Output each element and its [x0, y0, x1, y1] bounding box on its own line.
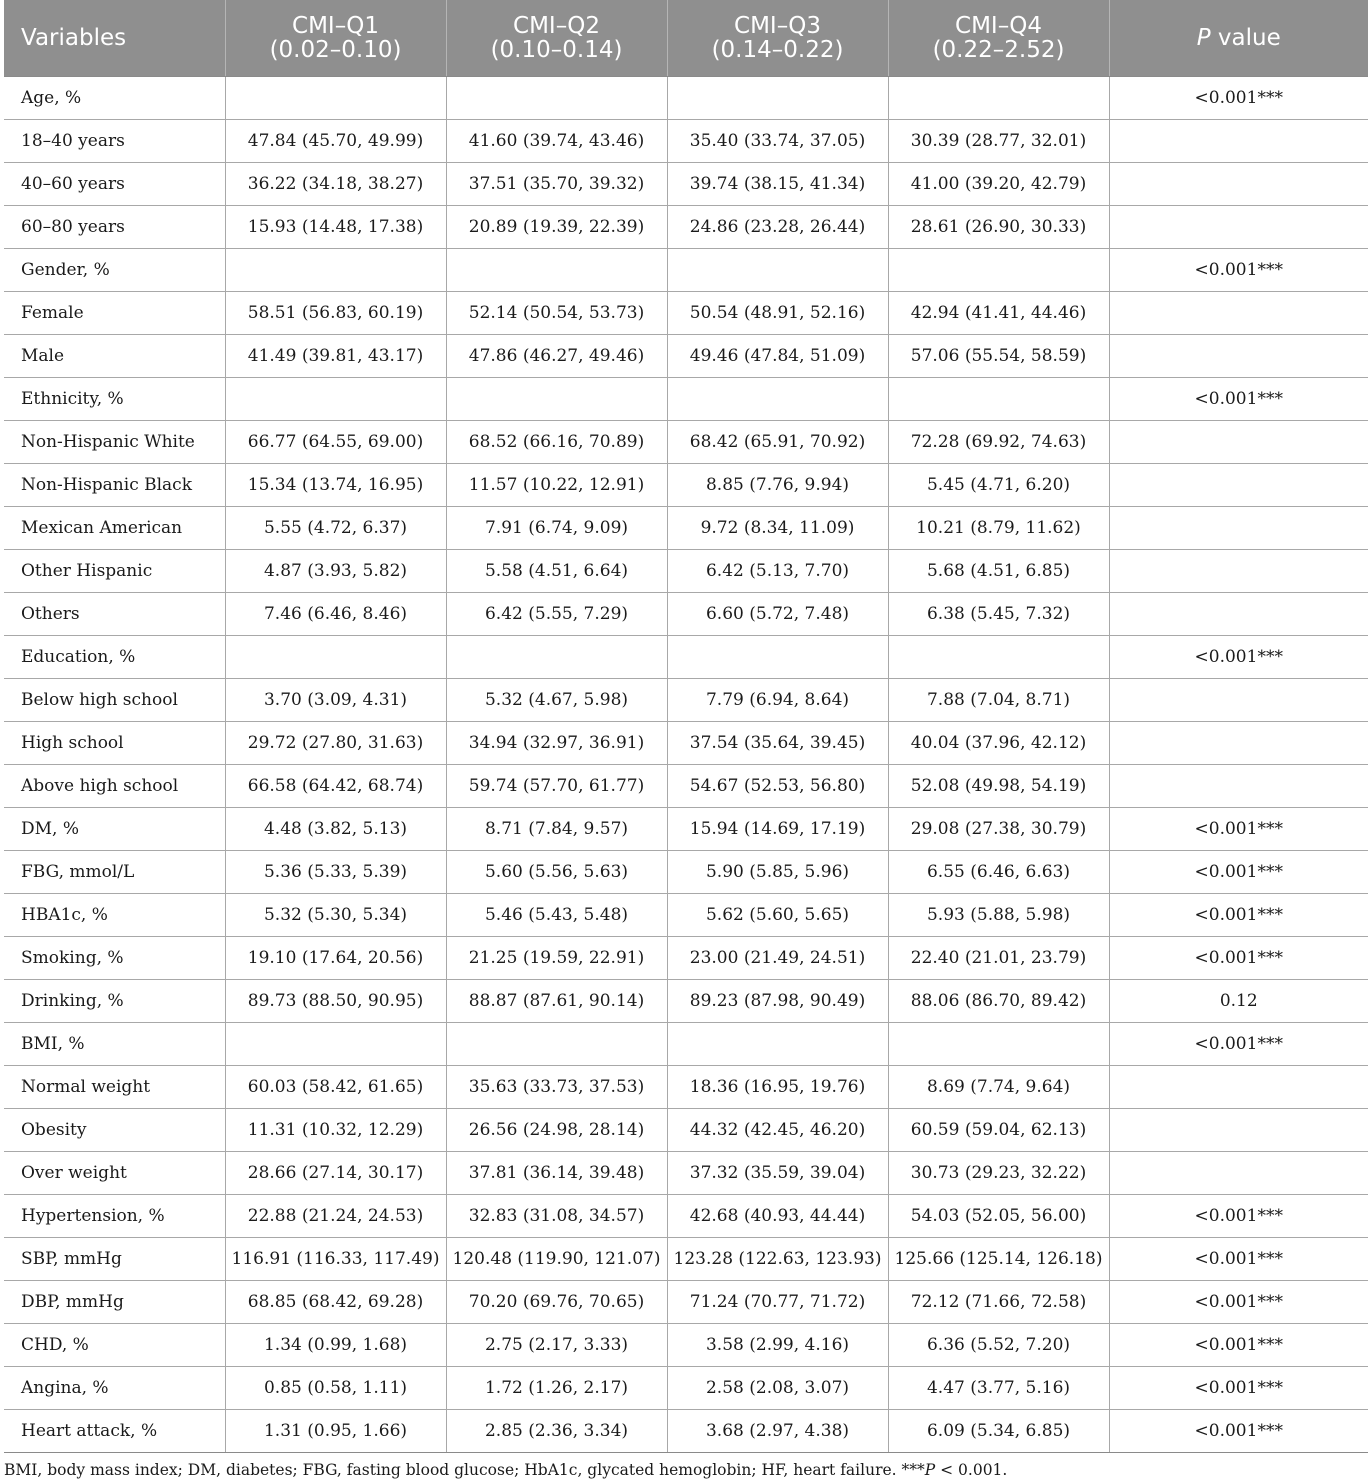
cell-cmi-q3: 89.23 (87.98, 90.49) — [667, 980, 888, 1023]
cell-cmi-q2: 7.91 (6.74, 9.09) — [446, 507, 667, 550]
header-cmi-q3: CMI–Q3 (0.14–0.22) — [667, 0, 888, 77]
header-row — [4, 0, 1368, 77]
table-row — [4, 937, 1368, 980]
cell-cmi-q2: 70.20 (69.76, 70.65) — [446, 1281, 667, 1324]
cell-cmi-q2: 2.75 (2.17, 3.33) — [446, 1324, 667, 1367]
cell-cmi-q3 — [667, 1023, 888, 1066]
cell-cmi-q4 — [888, 636, 1109, 679]
cell-p-value: <0.001*** — [1109, 1324, 1368, 1367]
cell-p-value — [1109, 507, 1368, 550]
cell-cmi-q2: 5.60 (5.56, 5.63) — [446, 851, 667, 894]
cell-cmi-q2: 47.86 (46.27, 49.46) — [446, 335, 667, 378]
cell-cmi-q4: 22.40 (21.01, 23.79) — [888, 937, 1109, 980]
cell-cmi-q2: 5.58 (4.51, 6.64) — [446, 550, 667, 593]
cell-cmi-q4: 10.21 (8.79, 11.62) — [888, 507, 1109, 550]
cell-cmi-q1: 1.31 (0.95, 1.66) — [225, 1410, 446, 1453]
cell-p-value — [1109, 1109, 1368, 1152]
cell-cmi-q2: 34.94 (32.97, 36.91) — [446, 722, 667, 765]
cell-cmi-q2: 120.48 (119.90, 121.07) — [446, 1238, 667, 1281]
cell-cmi-q1: 68.85 (68.42, 69.28) — [225, 1281, 446, 1324]
header-cmi-q2: CMI–Q2 (0.10–0.14) — [446, 0, 667, 77]
cell-cmi-q4 — [888, 1023, 1109, 1066]
cell-cmi-q2: 26.56 (24.98, 28.14) — [446, 1109, 667, 1152]
table-row — [4, 851, 1368, 894]
cell-variable: Drinking, % — [4, 980, 225, 1023]
cell-cmi-q4: 5.45 (4.71, 6.20) — [888, 464, 1109, 507]
cell-cmi-q2: 2.85 (2.36, 3.34) — [446, 1410, 667, 1453]
cell-cmi-q4: 29.08 (27.38, 30.79) — [888, 808, 1109, 851]
cell-p-value — [1109, 421, 1368, 464]
table-row — [4, 808, 1368, 851]
cell-p-value — [1109, 1152, 1368, 1195]
cell-p-value — [1109, 292, 1368, 335]
cell-cmi-q4: 42.94 (41.41, 44.46) — [888, 292, 1109, 335]
cell-cmi-q3: 9.72 (8.34, 11.09) — [667, 507, 888, 550]
cell-p-value: <0.001*** — [1109, 808, 1368, 851]
cell-cmi-q1: 19.10 (17.64, 20.56) — [225, 937, 446, 980]
cell-cmi-q3: 6.42 (5.13, 7.70) — [667, 550, 888, 593]
cell-cmi-q1: 5.55 (4.72, 6.37) — [225, 507, 446, 550]
cell-cmi-q4: 54.03 (52.05, 56.00) — [888, 1195, 1109, 1238]
cell-cmi-q1: 58.51 (56.83, 60.19) — [225, 292, 446, 335]
cell-p-value — [1109, 120, 1368, 163]
cell-variable: Above high school — [4, 765, 225, 808]
table-footnote: BMI, body mass index; DM, diabetes; FBG, fasting blood glucose; HbA1c, glycated hemoglobin; HF, heart failure. ***P < 0.001. — [4, 1461, 1008, 1479]
cell-cmi-q1: 22.88 (21.24, 24.53) — [225, 1195, 446, 1238]
cell-cmi-q4: 8.69 (7.74, 9.64) — [888, 1066, 1109, 1109]
cell-cmi-q3: 123.28 (122.63, 123.93) — [667, 1238, 888, 1281]
cell-cmi-q3: 37.32 (35.59, 39.04) — [667, 1152, 888, 1195]
cell-cmi-q1: 3.70 (3.09, 4.31) — [225, 679, 446, 722]
cell-cmi-q1: 28.66 (27.14, 30.17) — [225, 1152, 446, 1195]
cell-p-value: <0.001*** — [1109, 77, 1368, 120]
table-container — [4, 0, 1368, 1479]
cell-cmi-q1 — [225, 77, 446, 120]
cell-variable: Other Hispanic — [4, 550, 225, 593]
cell-cmi-q3: 68.42 (65.91, 70.92) — [667, 421, 888, 464]
cell-cmi-q4: 60.59 (59.04, 62.13) — [888, 1109, 1109, 1152]
cell-cmi-q1: 4.87 (3.93, 5.82) — [225, 550, 446, 593]
cell-p-value — [1109, 722, 1368, 765]
cell-p-value: <0.001*** — [1109, 249, 1368, 292]
cell-variable: Non-Hispanic White — [4, 421, 225, 464]
cell-cmi-q2: 59.74 (57.70, 61.77) — [446, 765, 667, 808]
cell-cmi-q3: 35.40 (33.74, 37.05) — [667, 120, 888, 163]
cell-cmi-q2: 35.63 (33.73, 37.53) — [446, 1066, 667, 1109]
cell-cmi-q4: 30.73 (29.23, 32.22) — [888, 1152, 1109, 1195]
cell-cmi-q3: 5.62 (5.60, 5.65) — [667, 894, 888, 937]
cell-cmi-q2 — [446, 1023, 667, 1066]
baseline-characteristics-table — [4, 0, 1368, 1453]
cell-cmi-q4: 52.08 (49.98, 54.19) — [888, 765, 1109, 808]
cell-cmi-q1: 5.32 (5.30, 5.34) — [225, 894, 446, 937]
table-row — [4, 1324, 1368, 1367]
cell-variable: Male — [4, 335, 225, 378]
cell-cmi-q2: 20.89 (19.39, 22.39) — [446, 206, 667, 249]
cell-cmi-q1: 15.34 (13.74, 16.95) — [225, 464, 446, 507]
cell-cmi-q1: 11.31 (10.32, 12.29) — [225, 1109, 446, 1152]
cell-p-value — [1109, 765, 1368, 808]
cell-cmi-q4: 30.39 (28.77, 32.01) — [888, 120, 1109, 163]
cell-cmi-q1: 15.93 (14.48, 17.38) — [225, 206, 446, 249]
cell-p-value: <0.001*** — [1109, 1023, 1368, 1066]
cell-cmi-q2: 6.42 (5.55, 7.29) — [446, 593, 667, 636]
cell-cmi-q1: 66.58 (64.42, 68.74) — [225, 765, 446, 808]
cell-cmi-q2 — [446, 636, 667, 679]
table-body — [4, 77, 1368, 1453]
cell-p-value: <0.001*** — [1109, 1238, 1368, 1281]
cell-cmi-q1 — [225, 378, 446, 421]
cell-variable: Normal weight — [4, 1066, 225, 1109]
cell-cmi-q1: 0.85 (0.58, 1.11) — [225, 1367, 446, 1410]
cell-variable: Education, % — [4, 636, 225, 679]
cell-cmi-q4: 6.09 (5.34, 6.85) — [888, 1410, 1109, 1453]
cell-cmi-q3: 44.32 (42.45, 46.20) — [667, 1109, 888, 1152]
cell-cmi-q1: 89.73 (88.50, 90.95) — [225, 980, 446, 1023]
cell-cmi-q2: 5.32 (4.67, 5.98) — [446, 679, 667, 722]
cell-p-value: <0.001*** — [1109, 1410, 1368, 1453]
cell-cmi-q1: 41.49 (39.81, 43.17) — [225, 335, 446, 378]
cell-variable: Smoking, % — [4, 937, 225, 980]
cell-variable: 60–80 years — [4, 206, 225, 249]
cell-cmi-q2: 32.83 (31.08, 34.57) — [446, 1195, 667, 1238]
cell-variable: FBG, mmol/L — [4, 851, 225, 894]
table-row — [4, 292, 1368, 335]
table-row — [4, 1195, 1368, 1238]
cell-cmi-q2: 11.57 (10.22, 12.91) — [446, 464, 667, 507]
cell-cmi-q3: 8.85 (7.76, 9.94) — [667, 464, 888, 507]
header-variables: Variables — [4, 0, 225, 77]
cell-cmi-q3 — [667, 77, 888, 120]
cell-cmi-q2: 37.81 (36.14, 39.48) — [446, 1152, 667, 1195]
cell-cmi-q1: 7.46 (6.46, 8.46) — [225, 593, 446, 636]
cell-cmi-q4: 5.93 (5.88, 5.98) — [888, 894, 1109, 937]
cell-cmi-q1: 36.22 (34.18, 38.27) — [225, 163, 446, 206]
cell-cmi-q1: 116.91 (116.33, 117.49) — [225, 1238, 446, 1281]
cell-cmi-q4: 41.00 (39.20, 42.79) — [888, 163, 1109, 206]
table-row — [4, 593, 1368, 636]
cell-p-value: <0.001*** — [1109, 851, 1368, 894]
cell-cmi-q4: 5.68 (4.51, 6.85) — [888, 550, 1109, 593]
cell-variable: Angina, % — [4, 1367, 225, 1410]
cell-variable: Heart attack, % — [4, 1410, 225, 1453]
table-row — [4, 378, 1368, 421]
cell-p-value: <0.001*** — [1109, 1281, 1368, 1324]
table-row — [4, 335, 1368, 378]
table-row — [4, 163, 1368, 206]
cell-cmi-q3: 18.36 (16.95, 19.76) — [667, 1066, 888, 1109]
cell-cmi-q2: 52.14 (50.54, 53.73) — [446, 292, 667, 335]
cell-p-value: <0.001*** — [1109, 1195, 1368, 1238]
cell-cmi-q3: 2.58 (2.08, 3.07) — [667, 1367, 888, 1410]
cell-p-value — [1109, 163, 1368, 206]
cell-variable: Obesity — [4, 1109, 225, 1152]
cell-cmi-q3: 7.79 (6.94, 8.64) — [667, 679, 888, 722]
cell-p-value — [1109, 550, 1368, 593]
cell-p-value: 0.12 — [1109, 980, 1368, 1023]
cell-variable: BMI, % — [4, 1023, 225, 1066]
table-row — [4, 765, 1368, 808]
cell-cmi-q4: 7.88 (7.04, 8.71) — [888, 679, 1109, 722]
cell-cmi-q2: 88.87 (87.61, 90.14) — [446, 980, 667, 1023]
cell-cmi-q1: 60.03 (58.42, 61.65) — [225, 1066, 446, 1109]
cell-cmi-q2: 68.52 (66.16, 70.89) — [446, 421, 667, 464]
cell-cmi-q3: 24.86 (23.28, 26.44) — [667, 206, 888, 249]
cell-cmi-q3: 23.00 (21.49, 24.51) — [667, 937, 888, 980]
table-row — [4, 1023, 1368, 1066]
cell-p-value: <0.001*** — [1109, 378, 1368, 421]
cell-variable: DBP, mmHg — [4, 1281, 225, 1324]
table-row — [4, 1152, 1368, 1195]
header-cmi-q1: CMI–Q1 (0.02–0.10) — [225, 0, 446, 77]
cell-p-value — [1109, 1066, 1368, 1109]
cell-variable: CHD, % — [4, 1324, 225, 1367]
table-row — [4, 206, 1368, 249]
table-row — [4, 1281, 1368, 1324]
cell-p-value: <0.001*** — [1109, 1367, 1368, 1410]
table-row — [4, 464, 1368, 507]
table-row — [4, 722, 1368, 765]
cell-p-value — [1109, 335, 1368, 378]
cell-cmi-q1: 47.84 (45.70, 49.99) — [225, 120, 446, 163]
cell-cmi-q3: 54.67 (52.53, 56.80) — [667, 765, 888, 808]
cell-cmi-q4: 4.47 (3.77, 5.16) — [888, 1367, 1109, 1410]
cell-variable: Age, % — [4, 77, 225, 120]
cell-variable: Below high school — [4, 679, 225, 722]
cell-variable: Mexican American — [4, 507, 225, 550]
table-row — [4, 550, 1368, 593]
cell-p-value: <0.001*** — [1109, 636, 1368, 679]
cell-variable: DM, % — [4, 808, 225, 851]
cell-cmi-q4: 28.61 (26.90, 30.33) — [888, 206, 1109, 249]
cell-cmi-q3: 15.94 (14.69, 17.19) — [667, 808, 888, 851]
cell-cmi-q3: 3.68 (2.97, 4.38) — [667, 1410, 888, 1453]
table-row — [4, 1410, 1368, 1453]
cell-cmi-q1: 1.34 (0.99, 1.68) — [225, 1324, 446, 1367]
cell-cmi-q3: 50.54 (48.91, 52.16) — [667, 292, 888, 335]
cell-variable: 18–40 years — [4, 120, 225, 163]
table-row — [4, 507, 1368, 550]
table-row — [4, 679, 1368, 722]
cell-cmi-q1: 5.36 (5.33, 5.39) — [225, 851, 446, 894]
cell-cmi-q2: 37.51 (35.70, 39.32) — [446, 163, 667, 206]
cell-cmi-q4: 6.36 (5.52, 7.20) — [888, 1324, 1109, 1367]
cell-cmi-q3: 42.68 (40.93, 44.44) — [667, 1195, 888, 1238]
cell-variable: Hypertension, % — [4, 1195, 225, 1238]
cell-p-value — [1109, 464, 1368, 507]
cell-cmi-q3: 71.24 (70.77, 71.72) — [667, 1281, 888, 1324]
cell-cmi-q3 — [667, 378, 888, 421]
cell-cmi-q4: 88.06 (86.70, 89.42) — [888, 980, 1109, 1023]
cell-cmi-q2: 21.25 (19.59, 22.91) — [446, 937, 667, 980]
cell-variable: Female — [4, 292, 225, 335]
cell-variable: Non-Hispanic Black — [4, 464, 225, 507]
cell-p-value: <0.001*** — [1109, 937, 1368, 980]
cell-cmi-q3: 37.54 (35.64, 39.45) — [667, 722, 888, 765]
cell-variable: Over weight — [4, 1152, 225, 1195]
table-row — [4, 980, 1368, 1023]
table-row — [4, 1367, 1368, 1410]
cell-cmi-q1 — [225, 249, 446, 292]
cell-p-value — [1109, 206, 1368, 249]
table-row — [4, 1109, 1368, 1152]
table-row — [4, 1066, 1368, 1109]
cell-cmi-q1 — [225, 1023, 446, 1066]
cell-variable: Others — [4, 593, 225, 636]
table-row — [4, 120, 1368, 163]
cell-cmi-q2: 1.72 (1.26, 2.17) — [446, 1367, 667, 1410]
cell-cmi-q1: 29.72 (27.80, 31.63) — [225, 722, 446, 765]
cell-cmi-q3: 6.60 (5.72, 7.48) — [667, 593, 888, 636]
header-p-value: P value — [1109, 0, 1368, 77]
cell-variable: Ethnicity, % — [4, 378, 225, 421]
cell-cmi-q4: 57.06 (55.54, 58.59) — [888, 335, 1109, 378]
cell-cmi-q3: 3.58 (2.99, 4.16) — [667, 1324, 888, 1367]
cell-cmi-q4: 6.38 (5.45, 7.32) — [888, 593, 1109, 636]
cell-cmi-q1: 66.77 (64.55, 69.00) — [225, 421, 446, 464]
cell-cmi-q4: 40.04 (37.96, 42.12) — [888, 722, 1109, 765]
cell-p-value — [1109, 593, 1368, 636]
cell-cmi-q4 — [888, 77, 1109, 120]
cell-p-value: <0.001*** — [1109, 894, 1368, 937]
cell-p-value — [1109, 679, 1368, 722]
table-row — [4, 421, 1368, 464]
table-row — [4, 77, 1368, 120]
cell-cmi-q4: 125.66 (125.14, 126.18) — [888, 1238, 1109, 1281]
table-row — [4, 1238, 1368, 1281]
cell-cmi-q1: 4.48 (3.82, 5.13) — [225, 808, 446, 851]
cell-variable: Gender, % — [4, 249, 225, 292]
cell-cmi-q3 — [667, 636, 888, 679]
table-row — [4, 249, 1368, 292]
cell-cmi-q1 — [225, 636, 446, 679]
cell-cmi-q4: 72.12 (71.66, 72.58) — [888, 1281, 1109, 1324]
cell-cmi-q3: 5.90 (5.85, 5.96) — [667, 851, 888, 894]
cell-variable: High school — [4, 722, 225, 765]
cell-cmi-q3 — [667, 249, 888, 292]
cell-cmi-q4: 6.55 (6.46, 6.63) — [888, 851, 1109, 894]
cell-cmi-q4 — [888, 249, 1109, 292]
cell-variable: HBA1c, % — [4, 894, 225, 937]
header-cmi-q4: CMI–Q4 (0.22–2.52) — [888, 0, 1109, 77]
cell-cmi-q3: 39.74 (38.15, 41.34) — [667, 163, 888, 206]
cell-cmi-q2 — [446, 378, 667, 421]
cell-cmi-q4: 72.28 (69.92, 74.63) — [888, 421, 1109, 464]
cell-cmi-q2 — [446, 249, 667, 292]
cell-cmi-q3: 49.46 (47.84, 51.09) — [667, 335, 888, 378]
table-row — [4, 894, 1368, 937]
table-row — [4, 636, 1368, 679]
cell-cmi-q4 — [888, 378, 1109, 421]
cell-cmi-q2: 41.60 (39.74, 43.46) — [446, 120, 667, 163]
cell-variable: SBP, mmHg — [4, 1238, 225, 1281]
cell-cmi-q2: 8.71 (7.84, 9.57) — [446, 808, 667, 851]
cell-variable: 40–60 years — [4, 163, 225, 206]
cell-cmi-q2 — [446, 77, 667, 120]
cell-cmi-q2: 5.46 (5.43, 5.48) — [446, 894, 667, 937]
